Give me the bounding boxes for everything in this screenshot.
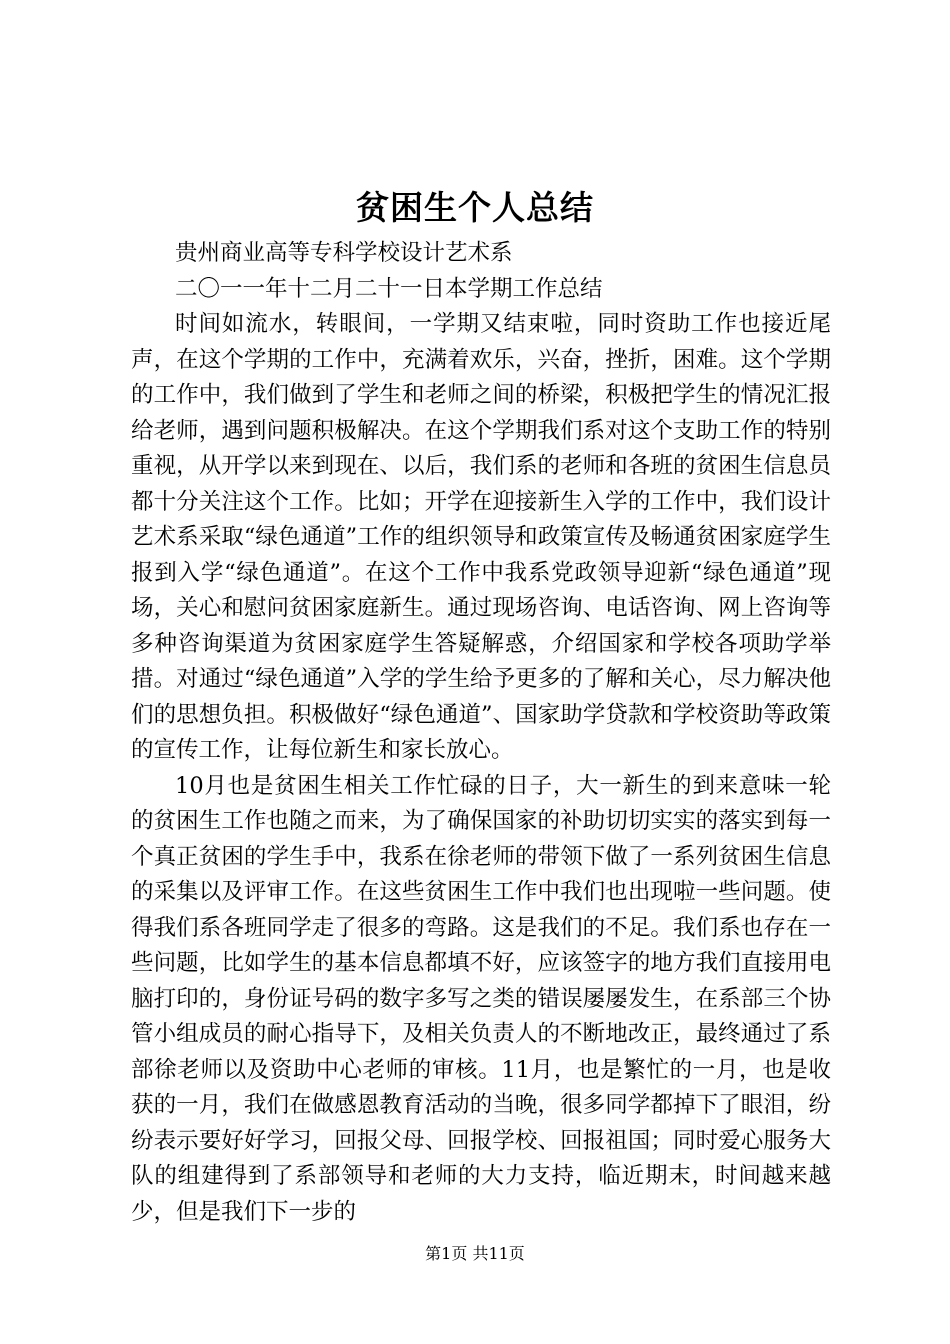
date-line: 二〇一一年十二月二十一日本学期工作总结	[175, 275, 603, 302]
page-number: 第1页 共11页	[425, 1244, 525, 1263]
document-body	[131, 236, 831, 1230]
department-line: 贵州商业高等专科学校设计艺术系	[175, 240, 513, 266]
document-title: 贫困生个人总结	[356, 188, 594, 227]
paragraph-1: 时间如流水，转眼间，一学期又结束啦，同时资助工作也接近尾声，在这个学期的工作中，充满着欢乐，兴奋，挫折，困难。这个学期的工作中，我们做到了学生和老师之间的桥梁，积极把学生的情况汇报给老师，遇到问题积极解决。在这个学期我们系对这个支助工作的特别重视，从开学以来到现在、以后，我们系的老师和各班的贫困生信息员都十分关注这个工作。比如；开学在迎接新生入学的工作中，我们设计艺术系采取“绿色通道”工作的组织领导和政策宣传及畅通贫困家庭学生报到入学“绿色通道”。在这个工作中我系党政领导迎新“绿色通道”现场，关心和慰问贫困家庭新生。通过现场咨询、电话咨询、网上咨询等多种咨询渠道为贫困家庭学生答疑解惑，介绍国家和学校各项助学举措。对通过“绿色通道”入学的学生给予更多的了解和关心，尽力解决他们的思想负担。积极做好“绿色通道”、国家助学贷款和学校资助等政策的宣传工作，让每位新生和家长放心。	[131, 311, 831, 763]
paragraph-2: 10月也是贫困生相关工作忙碌的日子，大一新生的到来意味一轮的贫困生工作也随之而来，为了确保国家的补助切切实实的落实到每一个真正贫困的学生手中，我系在徐老师的带领下做了一系列贫困生信息的采集以及评审工作。在这些贫困生工作中我们也出现啦一些问题。使得我们系各班同学走了很多的弯路。这是我们的不足。我们系也存在一些问题，比如学生的基本信息都填不好，应该签字的地方我们直接用电脑打印的，身份证号码的数字多写之类的错误屡屡发生，在系部三个协管小组成员的耐心指导下，及相关负责人的不断地改正，最终通过了系部徐老师以及资助中心老师的审核。11月，也是繁忙的一月，也是收获的一月，我们在做感恩教育活动的当晚，很多同学都掉下了眼泪，纷纷表示要好好学习，回报父母、回报学校、回报祖国；同时爱心服务大队的组建得到了系部领导和老师的大力支持，临近期末，时间越来越少，但是我们下一步的	[131, 772, 831, 1225]
